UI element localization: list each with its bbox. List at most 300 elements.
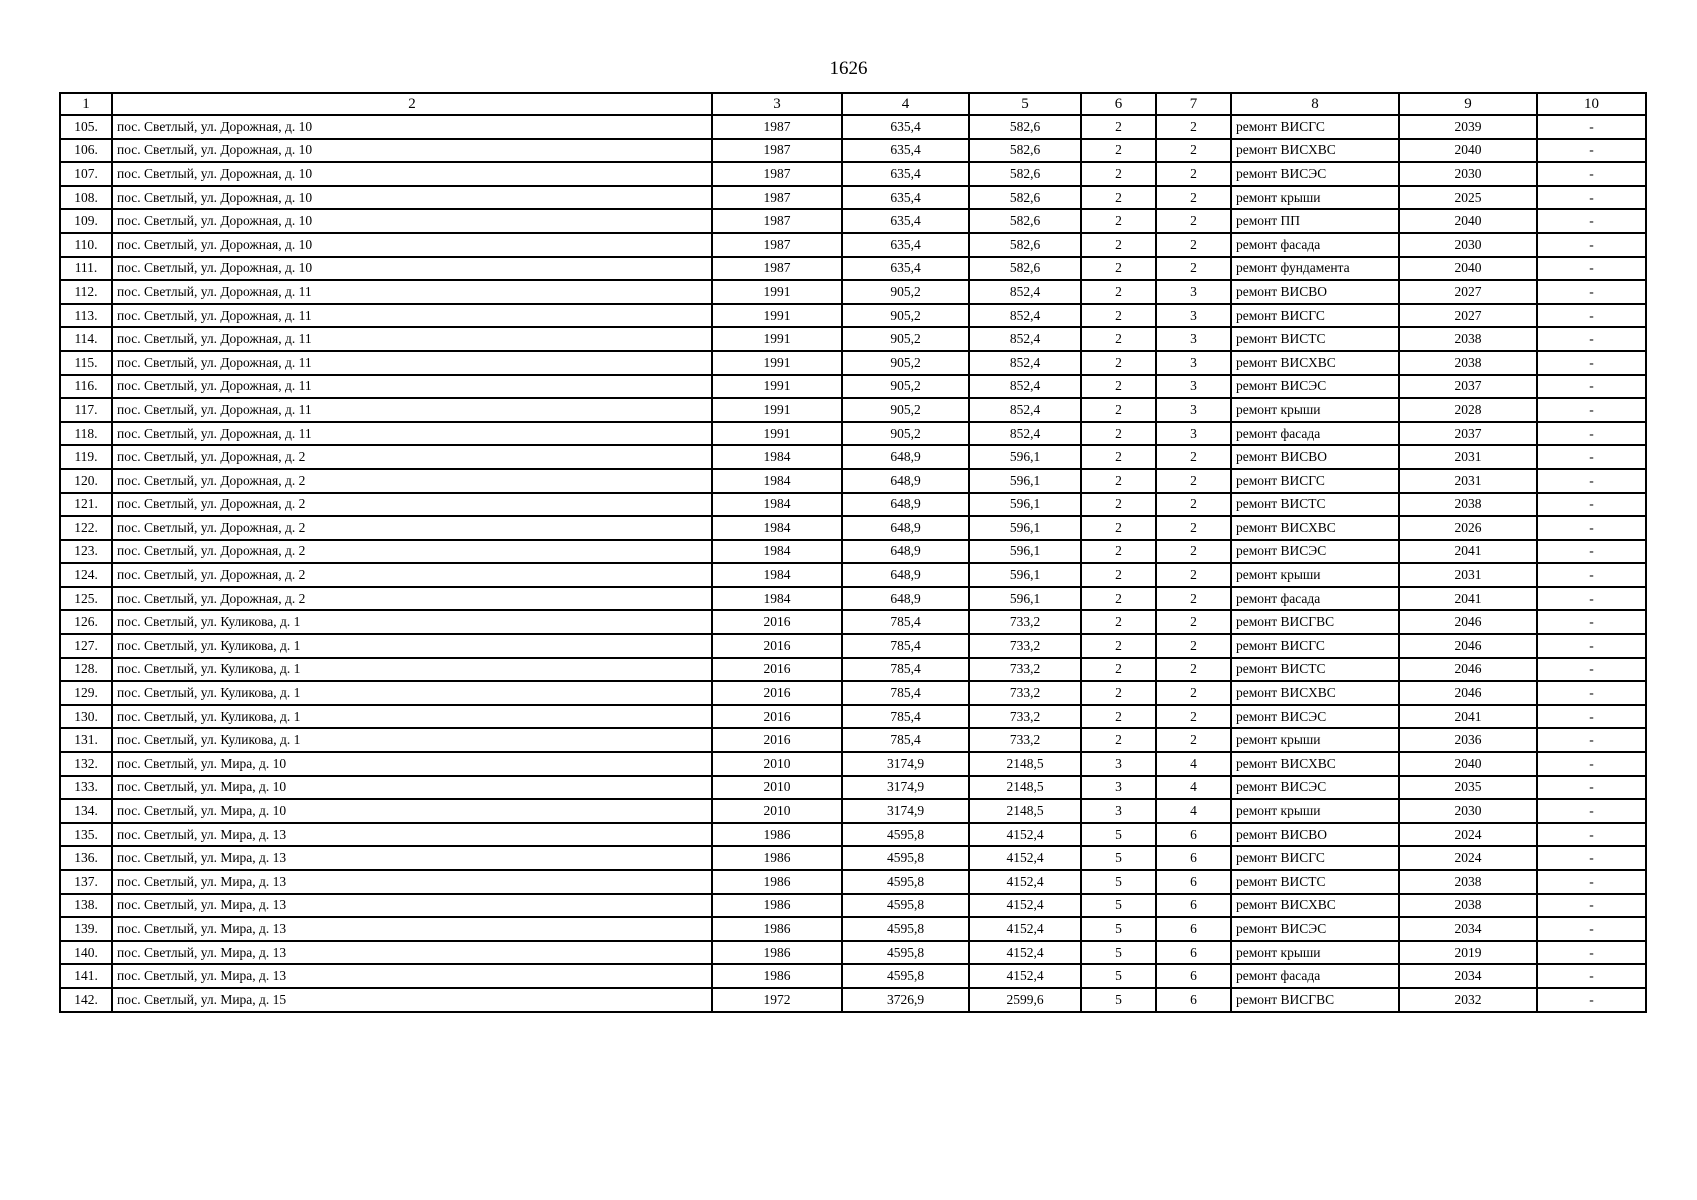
- cell-address: пос. Светлый, ул. Мира, д. 13: [112, 823, 712, 847]
- cell-planned-year: 2034: [1399, 964, 1537, 988]
- cell-entrances: 2: [1156, 705, 1231, 729]
- cell-floors: 2: [1081, 422, 1156, 446]
- cell-address: пос. Светлый, ул. Куликова, д. 1: [112, 658, 712, 682]
- cell-living-area: 596,1: [969, 587, 1081, 611]
- cell-living-area: 4152,4: [969, 846, 1081, 870]
- cell-note: -: [1537, 398, 1646, 422]
- cell-living-area: 2148,5: [969, 752, 1081, 776]
- cell-note: -: [1537, 469, 1646, 493]
- cell-address: пос. Светлый, ул. Мира, д. 10: [112, 799, 712, 823]
- cell-row-number: 117.: [60, 398, 112, 422]
- cell-row-number: 126.: [60, 610, 112, 634]
- cell-planned-year: 2040: [1399, 752, 1537, 776]
- cell-work-type: ремонт ВИСЭС: [1231, 375, 1399, 399]
- cell-build-year: 1991: [712, 375, 842, 399]
- cell-address: пос. Светлый, ул. Дорожная, д. 11: [112, 280, 712, 304]
- cell-planned-year: 2046: [1399, 681, 1537, 705]
- cell-work-type: ремонт ВИСХВС: [1231, 139, 1399, 163]
- cell-entrances: 2: [1156, 209, 1231, 233]
- cell-build-year: 1986: [712, 964, 842, 988]
- cell-entrances: 4: [1156, 799, 1231, 823]
- cell-address: пос. Светлый, ул. Куликова, д. 1: [112, 705, 712, 729]
- cell-total-area: 635,4: [842, 115, 969, 139]
- cell-note: -: [1537, 988, 1646, 1012]
- cell-row-number: 137.: [60, 870, 112, 894]
- table-row: [60, 493, 1646, 517]
- cell-address: пос. Светлый, ул. Мира, д. 13: [112, 894, 712, 918]
- cell-build-year: 1986: [712, 894, 842, 918]
- table-row: [60, 681, 1646, 705]
- cell-entrances: 2: [1156, 257, 1231, 281]
- cell-work-type: ремонт ВИСТС: [1231, 658, 1399, 682]
- cell-note: -: [1537, 280, 1646, 304]
- cell-address: пос. Светлый, ул. Мира, д. 13: [112, 964, 712, 988]
- table-row: [60, 139, 1646, 163]
- cell-planned-year: 2024: [1399, 846, 1537, 870]
- cell-planned-year: 2035: [1399, 776, 1537, 800]
- cell-entrances: 2: [1156, 162, 1231, 186]
- cell-work-type: ремонт ВИСТС: [1231, 327, 1399, 351]
- cell-build-year: 2016: [712, 705, 842, 729]
- cell-note: -: [1537, 493, 1646, 517]
- cell-total-area: 905,2: [842, 351, 969, 375]
- cell-entrances: 3: [1156, 422, 1231, 446]
- cell-row-number: 124.: [60, 563, 112, 587]
- cell-address: пос. Светлый, ул. Дорожная, д. 11: [112, 304, 712, 328]
- cell-planned-year: 2040: [1399, 257, 1537, 281]
- cell-planned-year: 2027: [1399, 304, 1537, 328]
- cell-build-year: 2016: [712, 681, 842, 705]
- cell-floors: 2: [1081, 280, 1156, 304]
- cell-planned-year: 2041: [1399, 705, 1537, 729]
- cell-build-year: 1984: [712, 563, 842, 587]
- cell-entrances: 6: [1156, 823, 1231, 847]
- column-header-planned-year: 9: [1399, 93, 1537, 115]
- cell-row-number: 122.: [60, 516, 112, 540]
- cell-total-area: 785,4: [842, 610, 969, 634]
- cell-row-number: 125.: [60, 587, 112, 611]
- cell-build-year: 1991: [712, 351, 842, 375]
- cell-note: -: [1537, 422, 1646, 446]
- cell-entrances: 3: [1156, 351, 1231, 375]
- cell-build-year: 1991: [712, 304, 842, 328]
- cell-row-number: 116.: [60, 375, 112, 399]
- cell-planned-year: 2031: [1399, 563, 1537, 587]
- cell-living-area: 582,6: [969, 115, 1081, 139]
- cell-planned-year: 2038: [1399, 870, 1537, 894]
- cell-row-number: 138.: [60, 894, 112, 918]
- cell-living-area: 733,2: [969, 658, 1081, 682]
- table-row: [60, 846, 1646, 870]
- cell-work-type: ремонт крыши: [1231, 728, 1399, 752]
- cell-living-area: 582,6: [969, 233, 1081, 257]
- cell-total-area: 635,4: [842, 139, 969, 163]
- cell-build-year: 1986: [712, 870, 842, 894]
- cell-entrances: 6: [1156, 846, 1231, 870]
- cell-living-area: 596,1: [969, 563, 1081, 587]
- table-row: [60, 964, 1646, 988]
- cell-work-type: ремонт ПП: [1231, 209, 1399, 233]
- cell-floors: 2: [1081, 516, 1156, 540]
- cell-floors: 2: [1081, 351, 1156, 375]
- cell-floors: 2: [1081, 327, 1156, 351]
- cell-living-area: 596,1: [969, 493, 1081, 517]
- cell-address: пос. Светлый, ул. Дорожная, д. 2: [112, 540, 712, 564]
- cell-living-area: 582,6: [969, 186, 1081, 210]
- cell-floors: 2: [1081, 493, 1156, 517]
- cell-planned-year: 2024: [1399, 823, 1537, 847]
- cell-floors: 2: [1081, 469, 1156, 493]
- cell-work-type: ремонт крыши: [1231, 563, 1399, 587]
- cell-total-area: 635,4: [842, 257, 969, 281]
- cell-total-area: 905,2: [842, 398, 969, 422]
- column-header-total-area: 4: [842, 93, 969, 115]
- cell-living-area: 596,1: [969, 516, 1081, 540]
- cell-planned-year: 2034: [1399, 917, 1537, 941]
- cell-living-area: 852,4: [969, 398, 1081, 422]
- cell-floors: 2: [1081, 115, 1156, 139]
- cell-row-number: 108.: [60, 186, 112, 210]
- cell-planned-year: 2028: [1399, 398, 1537, 422]
- cell-note: -: [1537, 351, 1646, 375]
- table-row: [60, 162, 1646, 186]
- cell-living-area: 852,4: [969, 375, 1081, 399]
- cell-build-year: 1986: [712, 846, 842, 870]
- cell-build-year: 2016: [712, 610, 842, 634]
- cell-entrances: 3: [1156, 304, 1231, 328]
- cell-planned-year: 2040: [1399, 209, 1537, 233]
- cell-entrances: 2: [1156, 728, 1231, 752]
- cell-row-number: 136.: [60, 846, 112, 870]
- cell-floors: 2: [1081, 257, 1156, 281]
- cell-total-area: 905,2: [842, 422, 969, 446]
- table-row: [60, 610, 1646, 634]
- header-row: [60, 93, 1646, 115]
- column-header-living-area: 5: [969, 93, 1081, 115]
- cell-total-area: 905,2: [842, 280, 969, 304]
- table-row: [60, 209, 1646, 233]
- cell-build-year: 1972: [712, 988, 842, 1012]
- cell-total-area: 3174,9: [842, 776, 969, 800]
- cell-floors: 3: [1081, 799, 1156, 823]
- cell-row-number: 135.: [60, 823, 112, 847]
- cell-address: пос. Светлый, ул. Мира, д. 10: [112, 752, 712, 776]
- cell-build-year: 2016: [712, 658, 842, 682]
- cell-total-area: 4595,8: [842, 941, 969, 965]
- table-row: [60, 115, 1646, 139]
- cell-entrances: 2: [1156, 681, 1231, 705]
- cell-build-year: 2016: [712, 728, 842, 752]
- cell-living-area: 582,6: [969, 257, 1081, 281]
- cell-floors: 2: [1081, 540, 1156, 564]
- cell-work-type: ремонт крыши: [1231, 398, 1399, 422]
- cell-living-area: 733,2: [969, 610, 1081, 634]
- cell-note: -: [1537, 752, 1646, 776]
- cell-total-area: 648,9: [842, 493, 969, 517]
- cell-work-type: ремонт ВИСГС: [1231, 304, 1399, 328]
- cell-row-number: 115.: [60, 351, 112, 375]
- cell-total-area: 635,4: [842, 209, 969, 233]
- cell-note: -: [1537, 516, 1646, 540]
- cell-address: пос. Светлый, ул. Дорожная, д. 10: [112, 186, 712, 210]
- cell-note: -: [1537, 870, 1646, 894]
- cell-entrances: 2: [1156, 493, 1231, 517]
- cell-work-type: ремонт ВИСВО: [1231, 280, 1399, 304]
- cell-note: -: [1537, 658, 1646, 682]
- cell-floors: 2: [1081, 186, 1156, 210]
- cell-address: пос. Светлый, ул. Мира, д. 10: [112, 776, 712, 800]
- table-row: [60, 563, 1646, 587]
- cell-planned-year: 2032: [1399, 988, 1537, 1012]
- cell-total-area: 635,4: [842, 186, 969, 210]
- cell-total-area: 3174,9: [842, 752, 969, 776]
- cell-planned-year: 2036: [1399, 728, 1537, 752]
- cell-address: пос. Светлый, ул. Дорожная, д. 2: [112, 469, 712, 493]
- cell-total-area: 4595,8: [842, 870, 969, 894]
- cell-note: -: [1537, 776, 1646, 800]
- cell-work-type: ремонт ВИСЭС: [1231, 540, 1399, 564]
- cell-living-area: 733,2: [969, 681, 1081, 705]
- cell-total-area: 648,9: [842, 516, 969, 540]
- cell-row-number: 112.: [60, 280, 112, 304]
- table-row: [60, 469, 1646, 493]
- cell-row-number: 130.: [60, 705, 112, 729]
- cell-row-number: 107.: [60, 162, 112, 186]
- cell-build-year: 1987: [712, 257, 842, 281]
- cell-entrances: 6: [1156, 941, 1231, 965]
- cell-living-area: 582,6: [969, 139, 1081, 163]
- table-row: [60, 280, 1646, 304]
- cell-floors: 2: [1081, 398, 1156, 422]
- column-header-row-number: 1: [60, 93, 112, 115]
- cell-note: -: [1537, 610, 1646, 634]
- table-row: [60, 799, 1646, 823]
- cell-entrances: 2: [1156, 233, 1231, 257]
- cell-address: пос. Светлый, ул. Мира, д. 13: [112, 846, 712, 870]
- cell-work-type: ремонт фасада: [1231, 422, 1399, 446]
- cell-work-type: ремонт ВИСЭС: [1231, 917, 1399, 941]
- cell-address: пос. Светлый, ул. Дорожная, д. 10: [112, 209, 712, 233]
- cell-address: пос. Светлый, ул. Дорожная, д. 10: [112, 233, 712, 257]
- cell-address: пос. Светлый, ул. Дорожная, д. 10: [112, 162, 712, 186]
- cell-total-area: 905,2: [842, 327, 969, 351]
- cell-row-number: 128.: [60, 658, 112, 682]
- cell-address: пос. Светлый, ул. Дорожная, д. 2: [112, 445, 712, 469]
- cell-note: -: [1537, 327, 1646, 351]
- cell-address: пос. Светлый, ул. Мира, д. 13: [112, 941, 712, 965]
- table-row: [60, 728, 1646, 752]
- cell-address: пос. Светлый, ул. Дорожная, д. 2: [112, 516, 712, 540]
- cell-work-type: ремонт фасада: [1231, 587, 1399, 611]
- cell-total-area: 785,4: [842, 634, 969, 658]
- cell-build-year: 1984: [712, 445, 842, 469]
- cell-note: -: [1537, 186, 1646, 210]
- cell-build-year: 1986: [712, 941, 842, 965]
- cell-build-year: 1984: [712, 469, 842, 493]
- cell-floors: 2: [1081, 634, 1156, 658]
- cell-total-area: 4595,8: [842, 964, 969, 988]
- cell-entrances: 2: [1156, 587, 1231, 611]
- table-row: [60, 186, 1646, 210]
- cell-build-year: 1986: [712, 917, 842, 941]
- cell-entrances: 6: [1156, 894, 1231, 918]
- cell-work-type: ремонт фундамента: [1231, 257, 1399, 281]
- cell-row-number: 110.: [60, 233, 112, 257]
- cell-total-area: 648,9: [842, 587, 969, 611]
- cell-note: -: [1537, 941, 1646, 965]
- cell-planned-year: 2046: [1399, 658, 1537, 682]
- table-row: [60, 988, 1646, 1012]
- cell-row-number: 114.: [60, 327, 112, 351]
- table-row: [60, 917, 1646, 941]
- table-row: [60, 422, 1646, 446]
- cell-floors: 2: [1081, 563, 1156, 587]
- cell-planned-year: 2041: [1399, 540, 1537, 564]
- cell-living-area: 4152,4: [969, 917, 1081, 941]
- cell-living-area: 596,1: [969, 469, 1081, 493]
- cell-total-area: 4595,8: [842, 846, 969, 870]
- cell-row-number: 142.: [60, 988, 112, 1012]
- cell-entrances: 3: [1156, 398, 1231, 422]
- cell-living-area: 852,4: [969, 304, 1081, 328]
- cell-entrances: 2: [1156, 469, 1231, 493]
- cell-floors: 5: [1081, 941, 1156, 965]
- cell-planned-year: 2038: [1399, 894, 1537, 918]
- cell-total-area: 785,4: [842, 658, 969, 682]
- cell-row-number: 129.: [60, 681, 112, 705]
- cell-row-number: 133.: [60, 776, 112, 800]
- cell-note: -: [1537, 823, 1646, 847]
- table-row: [60, 375, 1646, 399]
- cell-entrances: 6: [1156, 870, 1231, 894]
- cell-living-area: 582,6: [969, 162, 1081, 186]
- cell-floors: 2: [1081, 610, 1156, 634]
- cell-address: пос. Светлый, ул. Дорожная, д. 10: [112, 139, 712, 163]
- cell-note: -: [1537, 728, 1646, 752]
- cell-note: -: [1537, 445, 1646, 469]
- cell-planned-year: 2031: [1399, 445, 1537, 469]
- cell-planned-year: 2026: [1399, 516, 1537, 540]
- cell-note: -: [1537, 209, 1646, 233]
- cell-work-type: ремонт ВИСГВС: [1231, 988, 1399, 1012]
- cell-floors: 3: [1081, 752, 1156, 776]
- cell-build-year: 2010: [712, 799, 842, 823]
- cell-living-area: 4152,4: [969, 964, 1081, 988]
- cell-row-number: 134.: [60, 799, 112, 823]
- cell-floors: 5: [1081, 846, 1156, 870]
- cell-total-area: 4595,8: [842, 917, 969, 941]
- cell-planned-year: 2030: [1399, 162, 1537, 186]
- cell-total-area: 648,9: [842, 540, 969, 564]
- cell-row-number: 109.: [60, 209, 112, 233]
- table-row: [60, 634, 1646, 658]
- table-row: [60, 516, 1646, 540]
- cell-living-area: 4152,4: [969, 870, 1081, 894]
- cell-note: -: [1537, 917, 1646, 941]
- cell-planned-year: 2046: [1399, 634, 1537, 658]
- cell-row-number: 106.: [60, 139, 112, 163]
- table-row: [60, 445, 1646, 469]
- cell-row-number: 127.: [60, 634, 112, 658]
- cell-work-type: ремонт ВИСГС: [1231, 634, 1399, 658]
- cell-living-area: 2599,6: [969, 988, 1081, 1012]
- cell-row-number: 120.: [60, 469, 112, 493]
- cell-entrances: 4: [1156, 776, 1231, 800]
- cell-work-type: ремонт ВИСТС: [1231, 870, 1399, 894]
- table-row: [60, 870, 1646, 894]
- cell-entrances: 6: [1156, 988, 1231, 1012]
- cell-total-area: 3726,9: [842, 988, 969, 1012]
- cell-build-year: 1987: [712, 186, 842, 210]
- cell-entrances: 3: [1156, 327, 1231, 351]
- table-row: [60, 823, 1646, 847]
- cell-work-type: ремонт ВИСГС: [1231, 115, 1399, 139]
- cell-address: пос. Светлый, ул. Дорожная, д. 10: [112, 257, 712, 281]
- cell-entrances: 2: [1156, 610, 1231, 634]
- cell-work-type: ремонт ВИСВО: [1231, 445, 1399, 469]
- cell-entrances: 3: [1156, 280, 1231, 304]
- cell-entrances: 2: [1156, 540, 1231, 564]
- cell-total-area: 4595,8: [842, 823, 969, 847]
- cell-entrances: 2: [1156, 563, 1231, 587]
- cell-floors: 5: [1081, 964, 1156, 988]
- cell-row-number: 131.: [60, 728, 112, 752]
- cell-address: пос. Светлый, ул. Куликова, д. 1: [112, 728, 712, 752]
- cell-floors: 5: [1081, 894, 1156, 918]
- cell-work-type: ремонт крыши: [1231, 799, 1399, 823]
- cell-build-year: 1991: [712, 327, 842, 351]
- column-header-build-year: 3: [712, 93, 842, 115]
- cell-floors: 2: [1081, 209, 1156, 233]
- cell-address: пос. Светлый, ул. Дорожная, д. 10: [112, 115, 712, 139]
- cell-note: -: [1537, 257, 1646, 281]
- cell-planned-year: 2037: [1399, 375, 1537, 399]
- cell-living-area: 852,4: [969, 422, 1081, 446]
- table-row: [60, 941, 1646, 965]
- cell-entrances: 4: [1156, 752, 1231, 776]
- cell-floors: 5: [1081, 988, 1156, 1012]
- cell-work-type: ремонт ВИСВО: [1231, 823, 1399, 847]
- cell-floors: 5: [1081, 823, 1156, 847]
- cell-living-area: 852,4: [969, 327, 1081, 351]
- cell-build-year: 1986: [712, 823, 842, 847]
- cell-total-area: 4595,8: [842, 894, 969, 918]
- table-body: [60, 115, 1646, 1012]
- table-row: [60, 705, 1646, 729]
- cell-living-area: 4152,4: [969, 823, 1081, 847]
- cell-note: -: [1537, 894, 1646, 918]
- cell-note: -: [1537, 705, 1646, 729]
- cell-floors: 3: [1081, 776, 1156, 800]
- cell-work-type: ремонт ВИСГС: [1231, 846, 1399, 870]
- column-header-work-type: 8: [1231, 93, 1399, 115]
- cell-work-type: ремонт крыши: [1231, 941, 1399, 965]
- cell-work-type: ремонт крыши: [1231, 186, 1399, 210]
- cell-planned-year: 2030: [1399, 799, 1537, 823]
- cell-living-area: 733,2: [969, 634, 1081, 658]
- table-row: [60, 587, 1646, 611]
- cell-build-year: 1984: [712, 540, 842, 564]
- cell-address: пос. Светлый, ул. Дорожная, д. 11: [112, 351, 712, 375]
- cell-floors: 2: [1081, 681, 1156, 705]
- cell-address: пос. Светлый, ул. Мира, д. 13: [112, 870, 712, 894]
- cell-living-area: 733,2: [969, 705, 1081, 729]
- table-row: [60, 540, 1646, 564]
- cell-living-area: 2148,5: [969, 799, 1081, 823]
- cell-note: -: [1537, 139, 1646, 163]
- cell-row-number: 113.: [60, 304, 112, 328]
- cell-living-area: 733,2: [969, 728, 1081, 752]
